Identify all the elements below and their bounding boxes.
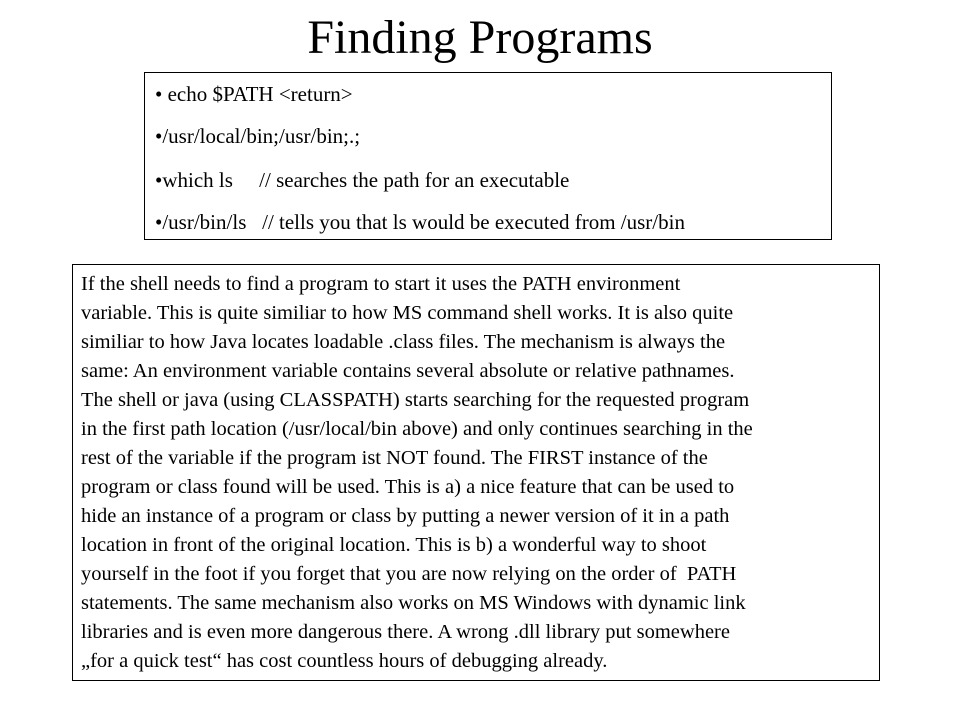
explanation-line: hide an instance of a program or class by putting a newer version of it in a path <box>81 505 730 527</box>
explanation-line: „for a quick test“ has cost countless hours of debugging already. <box>81 650 608 672</box>
explanation-line: in the first path location (/usr/local/bin above) and only continues searching in the <box>81 418 753 440</box>
explanation-line: If the shell needs to find a program to start it uses the PATH environment <box>81 273 681 295</box>
command-line-echo-path: • echo $PATH <return> <box>155 82 353 106</box>
explanation-line: The shell or java (using CLASSPATH) starts searching for the requested program <box>81 389 750 411</box>
explanation-box <box>72 264 880 681</box>
explanation-line: yourself in the foot if you forget that you are now relying on the order of PATH <box>81 563 737 585</box>
explanation-line: location in front of the original location. This is b) a wonderful way to shoot <box>81 534 707 556</box>
command-output-which: •/usr/bin/ls // tells you that ls would be executed from /usr/bin <box>155 210 685 234</box>
explanation-line: statements. The same mechanism also works on MS Windows with dynamic link <box>81 592 746 614</box>
command-line-which: •which ls // searches the path for an executable <box>155 168 570 192</box>
explanation-line: libraries and is even more dangerous there. A wrong .dll library put somewhere <box>81 621 730 643</box>
slide-title: Finding Programs <box>307 11 653 64</box>
command-output-path: •/usr/local/bin;/usr/bin;.; <box>155 124 361 148</box>
explanation-line: same: An environment variable contains several absolute or relative pathnames. <box>81 360 735 382</box>
explanation-line: similiar to how Java locates loadable .class files. The mechanism is always the <box>81 331 726 353</box>
command-examples-box <box>144 72 832 240</box>
explanation-line: program or class found will be used. This is a) a nice feature that can be used to <box>81 476 735 498</box>
explanation-line: rest of the variable if the program ist NOT found. The FIRST instance of the <box>81 447 708 469</box>
explanation-line: variable. This is quite similiar to how MS command shell works. It is also quite <box>81 302 734 324</box>
